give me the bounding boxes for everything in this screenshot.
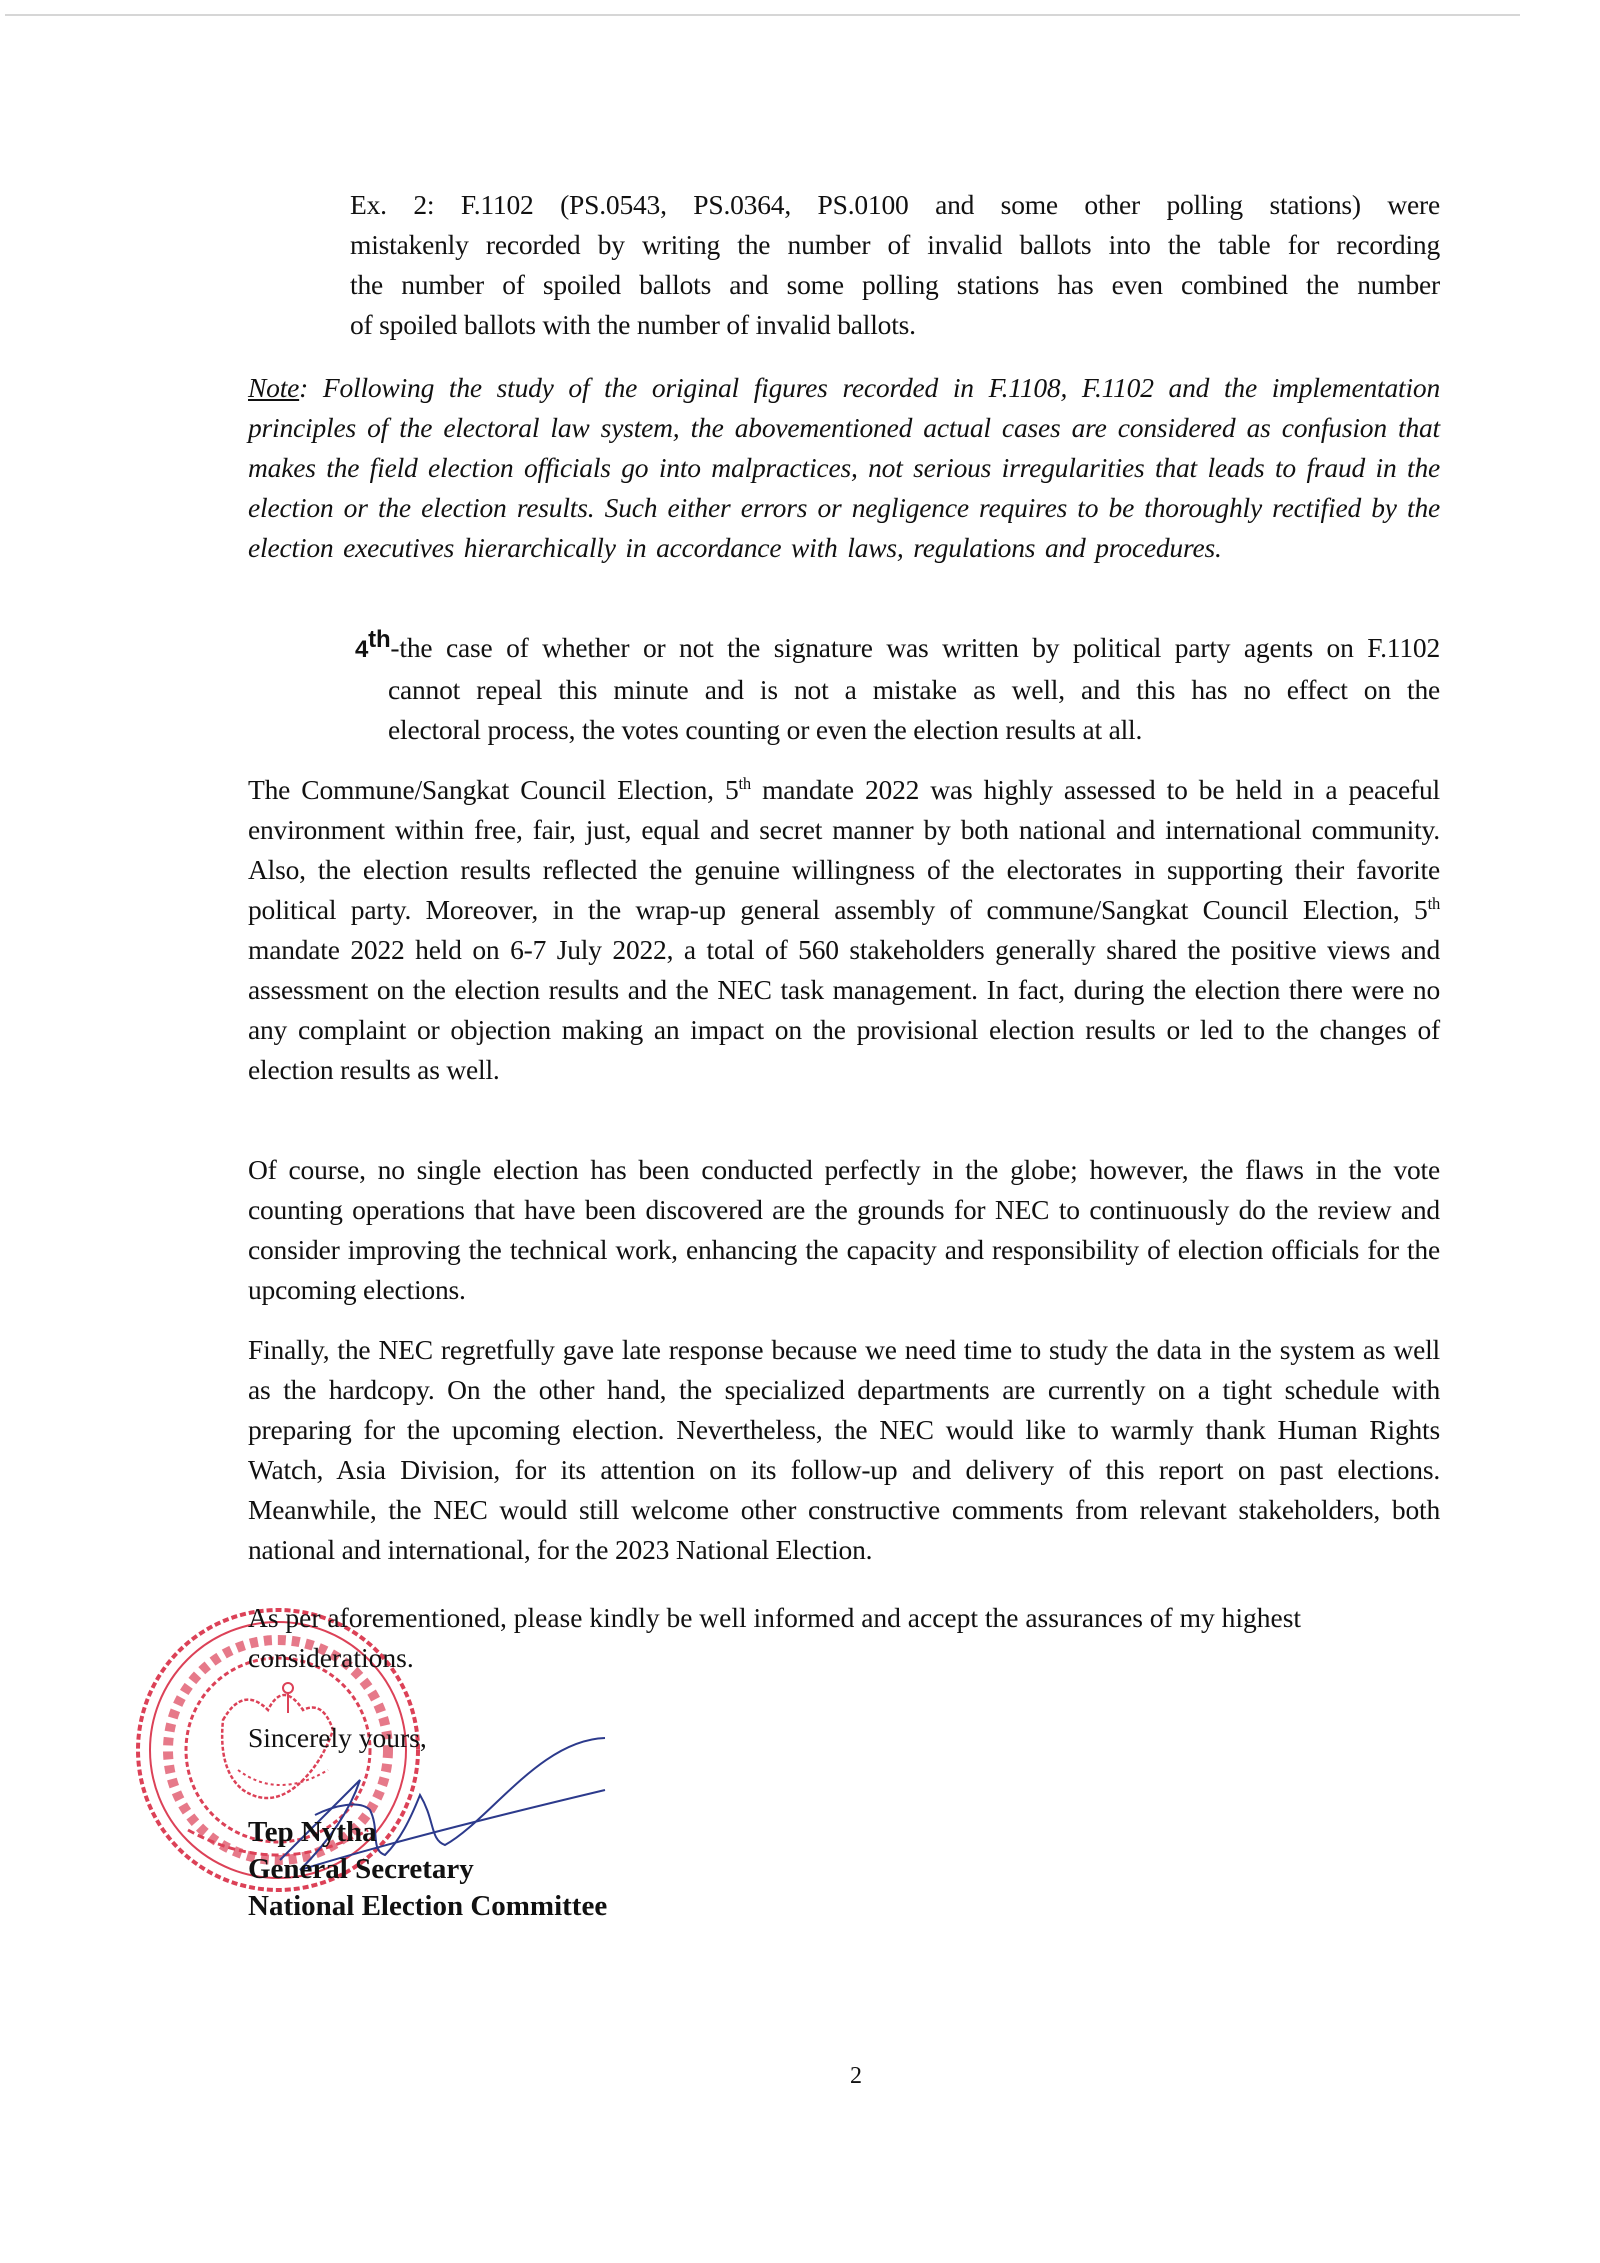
closing-line: As per aforementioned, please kindly be well informed and accept the assurances of my highest	[248, 1602, 1302, 1633]
assessment-text: The Commune/Sangkat Council Election, 5	[248, 774, 739, 805]
point-4-ordinal: th	[368, 625, 391, 653]
assessment-text: mandate 2022 was highly assessed to be held in a peaceful environment within free, fair, just, equal and secret manner by both national and international community. Also, the election results reflected the genuine willingness of the electorates in supporting their favorite political party. Moreover, in the wrap-up general assembly of commune/Sangkat Council Election, 5	[248, 774, 1440, 925]
point-4-paragraph	[355, 625, 1440, 750]
point-4-line: -the case of whether or not the signature was written by political party agents on F.1102	[390, 632, 1440, 663]
top-rule	[5, 14, 1520, 16]
page-number: 2	[850, 2063, 862, 2089]
salutation: Sincerely yours,	[248, 1722, 427, 1753]
point-4-line: cannot repeal this minute and is not a mistake as well, and this has no effect on the	[388, 674, 1440, 705]
example-2-line: of spoiled ballots with the number of invalid ballots.	[350, 309, 916, 340]
point-4-number: 4	[355, 636, 369, 663]
assessment-text: mandate 2022 held on 6-7 July 2022, a total of 560 stakeholders generally shared the positive views and assessment on the election results and the NEC task management. In fact, during the election there were no any complaint or objection making an impact on the provisional election results or led to the changes of election results as well.	[248, 934, 1440, 1085]
closing-line: considerations.	[248, 1642, 414, 1673]
flaws-paragraph: Of course, no single election has been conducted perfectly in the globe; however, the flaws in the vote counting operations that have been discovered are the grounds for NEC to continuously do the review and consider improving the technical work, enhancing the capacity and responsibility of election officials for the upcoming elections.	[248, 1154, 1440, 1305]
example-2-line: Ex. 2: F.1102 (PS.0543, PS.0364, PS.0100 and some other polling stations) were	[350, 189, 1440, 220]
ordinal-suffix: th	[1427, 893, 1440, 913]
point-4-first-line	[355, 625, 1440, 670]
example-2-line: mistakenly recorded by writing the number of invalid ballots into the table for recording	[350, 229, 1440, 260]
note-text: : Following the study of the original figures recorded in F.1108, F.1102 and the implementation principles of the electoral law system, the abovementioned actual cases are considered as confusion that makes the field election officials go into malpractices, not serious irregularities that leads to fraud in the election or the election results. Such either errors or negligence requires to be thoroughly rectified by the election executives hierarchically in accordance with laws, regulations and procedures.	[248, 372, 1440, 563]
late-response-paragraph: Finally, the NEC regretfully gave late response because we need time to study the data in the system as well as the hardcopy. On the other hand, the specialized departments are currently on a tight schedule with preparing for the upcoming election. Nevertheless, the NEC would like to warmly thank Human Rights Watch, Asia Division, for its attention on its follow-up and delivery of this report on past elections. Meanwhile, the NEC would still welcome other constructive comments from relevant stakeholders, both national and international, for the 2023 National Election.	[248, 1334, 1440, 1565]
ordinal-suffix: th	[738, 773, 751, 793]
signatory-title: General Secretary	[248, 1853, 474, 1885]
example-2-line: the number of spoiled ballots and some polling stations has even combined the number	[350, 269, 1440, 300]
assessment-paragraph	[248, 770, 1440, 1090]
signatory-name: Tep Nytha	[248, 1816, 377, 1848]
point-4-line: electoral process, the votes counting or even the election results at all.	[388, 714, 1143, 745]
signatory-organization: National Election Committee	[248, 1890, 608, 1922]
note-paragraph	[248, 368, 1440, 568]
example-2-paragraph	[350, 185, 1440, 345]
note-label: Note	[248, 372, 300, 403]
